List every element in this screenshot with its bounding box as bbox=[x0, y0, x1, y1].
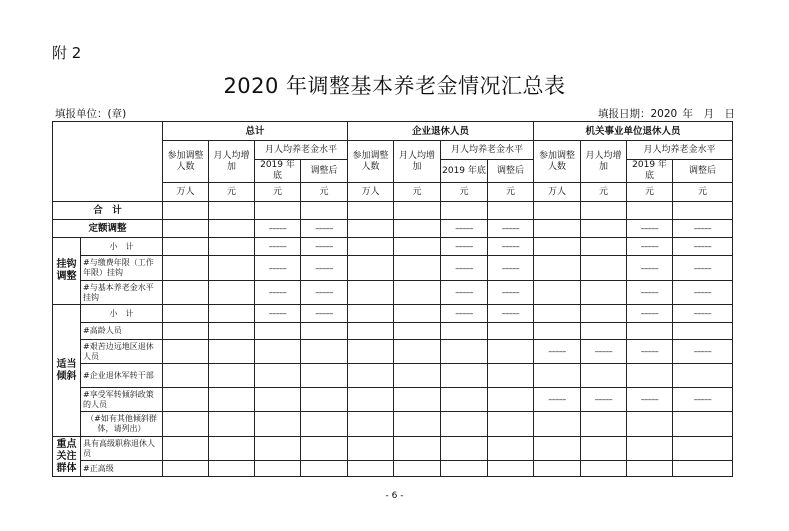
row-label-tilt-subtotal: 小 计 bbox=[81, 305, 163, 323]
unit-cell: 元 bbox=[488, 183, 534, 202]
data-cell bbox=[209, 461, 255, 477]
not-applicable-cell: ––––– bbox=[627, 388, 673, 412]
data-cell bbox=[255, 437, 301, 461]
not-applicable-cell: ––––– bbox=[255, 238, 301, 256]
data-cell bbox=[581, 238, 627, 256]
pension-summary-table bbox=[52, 121, 733, 477]
data-cell bbox=[534, 461, 581, 477]
data-cell bbox=[301, 364, 348, 388]
data-cell bbox=[534, 256, 581, 281]
data-cell bbox=[209, 340, 255, 364]
data-cell bbox=[255, 323, 301, 340]
data-cell bbox=[441, 437, 488, 461]
header-blank-cell bbox=[53, 122, 163, 202]
row-label-linked-subtotal: 小 计 bbox=[81, 238, 163, 256]
data-cell bbox=[301, 388, 348, 412]
not-applicable-cell: ––––– bbox=[255, 256, 301, 281]
row-group-linked: 挂钩调整 bbox=[53, 238, 81, 305]
data-cell bbox=[488, 364, 534, 388]
data-cell bbox=[673, 437, 733, 461]
unit-cell: 元 bbox=[441, 183, 488, 202]
data-cell bbox=[441, 388, 488, 412]
data-cell bbox=[209, 323, 255, 340]
table-row-tilt-other bbox=[53, 412, 733, 437]
not-applicable-cell: ––––– bbox=[673, 220, 733, 238]
row-label-tilt-other: （#如有其他倾斜群体，请列出） bbox=[81, 412, 163, 437]
not-applicable-cell: ––––– bbox=[673, 388, 733, 412]
page-title: 2020 年调整基本养老金情况汇总表 bbox=[223, 74, 566, 98]
col-after-adjust: 调整后 bbox=[488, 160, 534, 183]
not-applicable-cell: ––––– bbox=[673, 340, 733, 364]
row-label-focus-senior-title: 具有高级职称退休人员 bbox=[81, 437, 163, 461]
not-applicable-cell: ––––– bbox=[488, 256, 534, 281]
data-cell bbox=[581, 281, 627, 305]
not-applicable-cell: ––––– bbox=[301, 305, 348, 323]
data-cell bbox=[301, 323, 348, 340]
row-group-tilt: 适当倾斜 bbox=[53, 305, 81, 437]
data-cell bbox=[394, 461, 441, 477]
data-cell bbox=[581, 323, 627, 340]
data-cell bbox=[394, 364, 441, 388]
data-cell bbox=[348, 238, 394, 256]
data-cell bbox=[348, 256, 394, 281]
data-cell bbox=[163, 412, 209, 437]
not-applicable-cell: ––––– bbox=[441, 238, 488, 256]
data-cell bbox=[163, 323, 209, 340]
data-cell bbox=[209, 220, 255, 238]
data-cell bbox=[581, 202, 627, 220]
data-cell bbox=[394, 412, 441, 437]
col-avg-pension-level: 月人均养老金水平 bbox=[441, 141, 534, 160]
row-label-tilt-military: #企业退休军转干部 bbox=[81, 364, 163, 388]
not-applicable-cell: ––––– bbox=[627, 238, 673, 256]
data-cell bbox=[441, 364, 488, 388]
table-row-focus-senior-title bbox=[53, 437, 733, 461]
row-label-focus-full-senior: #正高级 bbox=[81, 461, 163, 477]
data-cell bbox=[534, 412, 581, 437]
unit-cell: 万人 bbox=[534, 183, 581, 202]
not-applicable-cell: ––––– bbox=[673, 281, 733, 305]
data-cell bbox=[163, 305, 209, 323]
fill-unit-label: 填报单位：(章) bbox=[55, 108, 127, 120]
not-applicable-cell: ––––– bbox=[673, 238, 733, 256]
data-cell bbox=[394, 305, 441, 323]
data-cell bbox=[394, 340, 441, 364]
data-cell bbox=[534, 220, 581, 238]
col-participants: 参加调整人数 bbox=[348, 141, 394, 183]
data-cell bbox=[581, 437, 627, 461]
header-row-groups bbox=[53, 122, 733, 141]
table-row-total bbox=[53, 202, 733, 220]
data-cell bbox=[581, 256, 627, 281]
not-applicable-cell: ––––– bbox=[673, 305, 733, 323]
data-cell bbox=[163, 437, 209, 461]
data-cell bbox=[488, 437, 534, 461]
group-header-institution: 机关事业单位退休人员 bbox=[534, 122, 733, 141]
group-header-enterprise: 企业退休人员 bbox=[348, 122, 534, 141]
row-label-tilt-elderly: #高龄人员 bbox=[81, 323, 163, 340]
data-cell bbox=[163, 220, 209, 238]
data-cell bbox=[255, 388, 301, 412]
data-cell bbox=[581, 412, 627, 437]
data-cell bbox=[255, 340, 301, 364]
not-applicable-cell: ––––– bbox=[534, 388, 581, 412]
data-cell bbox=[348, 323, 394, 340]
data-cell bbox=[488, 461, 534, 477]
col-participants: 参加调整人数 bbox=[163, 141, 209, 183]
data-cell bbox=[394, 388, 441, 412]
data-cell bbox=[348, 202, 394, 220]
data-cell bbox=[209, 238, 255, 256]
data-cell bbox=[301, 461, 348, 477]
not-applicable-cell: ––––– bbox=[255, 305, 301, 323]
col-end-2019: 2019 年底 bbox=[255, 160, 301, 183]
data-cell bbox=[488, 340, 534, 364]
col-end-2019: 2019 年底 bbox=[627, 160, 673, 183]
table-row-linked-years bbox=[53, 256, 733, 281]
not-applicable-cell: ––––– bbox=[488, 220, 534, 238]
data-cell bbox=[163, 281, 209, 305]
group-header-total: 总计 bbox=[163, 122, 348, 141]
data-cell bbox=[394, 281, 441, 305]
data-cell bbox=[394, 256, 441, 281]
table-row-fixed-amount bbox=[53, 220, 733, 238]
row-label-total: 合 计 bbox=[53, 202, 163, 220]
not-applicable-cell: ––––– bbox=[301, 281, 348, 305]
data-cell bbox=[673, 364, 733, 388]
table-row-tilt-military bbox=[53, 364, 733, 388]
not-applicable-cell: ––––– bbox=[627, 256, 673, 281]
data-cell bbox=[301, 412, 348, 437]
data-cell bbox=[534, 281, 581, 305]
not-applicable-cell: ––––– bbox=[255, 220, 301, 238]
data-cell bbox=[627, 323, 673, 340]
data-cell bbox=[163, 364, 209, 388]
not-applicable-cell: ––––– bbox=[301, 238, 348, 256]
row-label-tilt-remote: #艰苦边远地区退休人员 bbox=[81, 340, 163, 364]
data-cell bbox=[581, 364, 627, 388]
col-end-2019: 2019 年底 bbox=[441, 160, 488, 183]
row-label-tilt-veteran: #享受军转倾斜政策的人员 bbox=[81, 388, 163, 412]
table-row-tilt-veteran bbox=[53, 388, 733, 412]
data-cell bbox=[163, 388, 209, 412]
not-applicable-cell: ––––– bbox=[534, 340, 581, 364]
not-applicable-cell: ––––– bbox=[301, 256, 348, 281]
not-applicable-cell: ––––– bbox=[301, 220, 348, 238]
data-cell bbox=[534, 364, 581, 388]
data-cell bbox=[209, 364, 255, 388]
data-cell bbox=[348, 412, 394, 437]
col-monthly-increase: 月人均增加 bbox=[394, 141, 441, 183]
data-cell bbox=[348, 437, 394, 461]
not-applicable-cell: ––––– bbox=[441, 305, 488, 323]
row-label-fixed-amount: 定额调整 bbox=[53, 220, 163, 238]
not-applicable-cell: ––––– bbox=[441, 220, 488, 238]
data-cell bbox=[209, 281, 255, 305]
unit-cell: 元 bbox=[301, 183, 348, 202]
not-applicable-cell: ––––– bbox=[627, 281, 673, 305]
data-cell bbox=[534, 323, 581, 340]
data-cell bbox=[488, 388, 534, 412]
data-cell bbox=[394, 202, 441, 220]
data-cell bbox=[441, 412, 488, 437]
data-cell bbox=[627, 202, 673, 220]
unit-cell: 元 bbox=[394, 183, 441, 202]
col-monthly-increase: 月人均增加 bbox=[209, 141, 255, 183]
data-cell bbox=[581, 305, 627, 323]
data-cell bbox=[394, 238, 441, 256]
data-cell bbox=[209, 388, 255, 412]
unit-cell: 元 bbox=[209, 183, 255, 202]
col-participants: 参加调整人数 bbox=[534, 141, 581, 183]
data-cell bbox=[673, 202, 733, 220]
col-after-adjust: 调整后 bbox=[673, 160, 733, 183]
data-cell bbox=[488, 412, 534, 437]
table-row-tilt-remote bbox=[53, 340, 733, 364]
not-applicable-cell: ––––– bbox=[673, 256, 733, 281]
not-applicable-cell: ––––– bbox=[627, 305, 673, 323]
data-cell bbox=[488, 202, 534, 220]
col-monthly-increase: 月人均增加 bbox=[581, 141, 627, 183]
data-cell bbox=[209, 412, 255, 437]
data-cell bbox=[348, 340, 394, 364]
row-label-linked-level: #与基本养老金水平挂钩 bbox=[81, 281, 163, 305]
table-row-linked-level bbox=[53, 281, 733, 305]
col-avg-pension-level: 月人均养老金水平 bbox=[627, 141, 733, 160]
not-applicable-cell: ––––– bbox=[441, 256, 488, 281]
table-row-focus-full-senior bbox=[53, 461, 733, 477]
not-applicable-cell: ––––– bbox=[255, 281, 301, 305]
data-cell bbox=[163, 256, 209, 281]
data-cell bbox=[255, 461, 301, 477]
col-avg-pension-level: 月人均养老金水平 bbox=[255, 141, 348, 160]
unit-cell: 元 bbox=[673, 183, 733, 202]
unit-cell: 万人 bbox=[348, 183, 394, 202]
annex-label: 附 2 bbox=[52, 44, 82, 62]
data-cell bbox=[255, 364, 301, 388]
data-cell bbox=[581, 220, 627, 238]
data-cell bbox=[394, 220, 441, 238]
data-cell bbox=[209, 305, 255, 323]
table-row-tilt-elderly bbox=[53, 323, 733, 340]
data-cell bbox=[255, 202, 301, 220]
not-applicable-cell: ––––– bbox=[488, 238, 534, 256]
data-cell bbox=[581, 461, 627, 477]
data-cell bbox=[534, 437, 581, 461]
data-cell bbox=[441, 461, 488, 477]
table-row-tilt-subtotal bbox=[53, 305, 733, 323]
data-cell bbox=[627, 437, 673, 461]
data-cell bbox=[534, 305, 581, 323]
data-cell bbox=[534, 238, 581, 256]
data-cell bbox=[488, 323, 534, 340]
data-cell bbox=[441, 323, 488, 340]
data-cell bbox=[209, 437, 255, 461]
table-row-linked-subtotal bbox=[53, 238, 733, 256]
not-applicable-cell: ––––– bbox=[441, 281, 488, 305]
data-cell bbox=[348, 388, 394, 412]
data-cell bbox=[163, 238, 209, 256]
data-cell bbox=[673, 412, 733, 437]
data-cell bbox=[534, 202, 581, 220]
data-cell bbox=[394, 437, 441, 461]
unit-cell: 元 bbox=[627, 183, 673, 202]
data-cell bbox=[255, 412, 301, 437]
data-cell bbox=[627, 364, 673, 388]
not-applicable-cell: ––––– bbox=[488, 305, 534, 323]
data-cell bbox=[441, 202, 488, 220]
data-cell bbox=[209, 256, 255, 281]
data-cell bbox=[348, 220, 394, 238]
data-cell bbox=[301, 340, 348, 364]
data-cell bbox=[163, 461, 209, 477]
data-cell bbox=[301, 202, 348, 220]
data-cell bbox=[348, 281, 394, 305]
not-applicable-cell: ––––– bbox=[627, 220, 673, 238]
data-cell bbox=[301, 437, 348, 461]
data-cell bbox=[627, 461, 673, 477]
data-cell bbox=[209, 202, 255, 220]
unit-cell: 元 bbox=[581, 183, 627, 202]
not-applicable-cell: ––––– bbox=[581, 340, 627, 364]
data-cell bbox=[441, 340, 488, 364]
col-after-adjust: 调整后 bbox=[301, 160, 348, 183]
not-applicable-cell: ––––– bbox=[488, 281, 534, 305]
data-cell bbox=[348, 305, 394, 323]
page-number: - 6 - bbox=[385, 491, 404, 501]
data-cell bbox=[163, 340, 209, 364]
data-cell bbox=[673, 461, 733, 477]
data-cell bbox=[627, 412, 673, 437]
data-cell bbox=[394, 323, 441, 340]
data-cell bbox=[348, 364, 394, 388]
data-cell bbox=[673, 323, 733, 340]
data-cell bbox=[163, 202, 209, 220]
data-cell bbox=[348, 461, 394, 477]
row-group-focus: 重点关注群体 bbox=[53, 437, 81, 477]
unit-cell: 万人 bbox=[163, 183, 209, 202]
not-applicable-cell: ––––– bbox=[581, 388, 627, 412]
row-label-linked-years: #与缴费年限（工作年限）挂钩 bbox=[81, 256, 163, 281]
fill-date-label: 填报日期：2020 年 月 日 bbox=[598, 108, 736, 120]
unit-cell: 元 bbox=[255, 183, 301, 202]
not-applicable-cell: ––––– bbox=[627, 340, 673, 364]
